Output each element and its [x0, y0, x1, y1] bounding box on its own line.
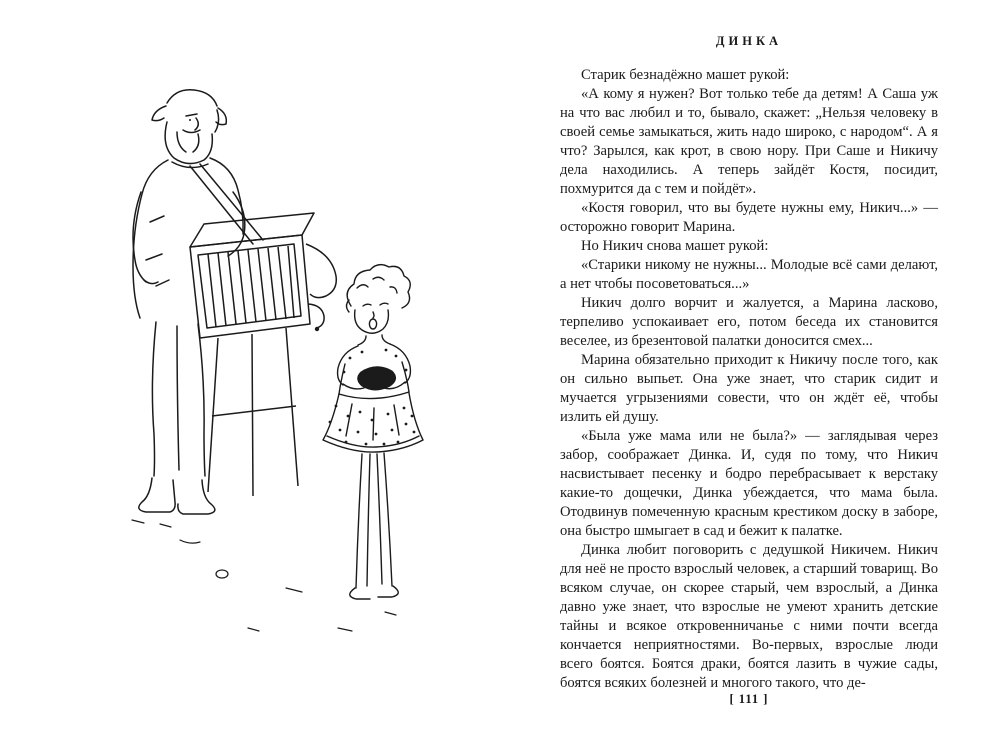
paragraph: Динка любит поговорить с дедушкой Никичем. Никич для неё не просто взрослый человек, а старший товарищ. Во всяком случае, он скорее старый, чем взрослый, а Динка давно уже знает, что взрослые не умеют хранить детские тайны и всякое откровенничанье с ними почти всегда кончается неприятностями. Во-первых, взрослые люди всего боятся. Боятся драки, боятся лазить в чужие сады, боятся всяких болезней и многого такого, что де-	[560, 542, 938, 691]
paragraph: «Костя говорил, что вы будете нужны ему, Никич...» — осторожно говорит Марина.	[560, 200, 938, 235]
left-page	[0, 0, 500, 751]
right-page	[500, 0, 1001, 751]
running-head: ДИНКА	[715, 34, 783, 48]
paragraph: Никич долго ворчит и жалуется, а Марина ласково, терпеливо успокаивает его, потом беседа их становится веселее, из брезентовой палатки доносится смех...	[560, 295, 938, 349]
paragraph: «Старики никому не нужны... Молодые всё сами делают, а нет чтобы посоветоваться...»	[560, 257, 938, 292]
singing-girl-figure	[323, 265, 423, 599]
page-text	[560, 66, 938, 693]
barrel-organ	[190, 213, 336, 496]
paragraph: Марина обязательно приходит к Никичу после того, как он сильно выпьет. Она уже знает, что старик сидит и мучается угрызениями совести, что он ждёт её, чтобы излить ей душу.	[560, 352, 938, 425]
paragraph: Но Никич снова машет рукой:	[581, 238, 769, 254]
paragraph: Старик безнадёжно машет рукой:	[581, 67, 790, 83]
page-number: [ 111 ]	[729, 692, 769, 706]
paragraph: «А кому я нужен? Вот только тебе да детям! А Саша уж на что вас любил и то, бывало, скажет: „Нельзя человеку в своей семье замыкаться, жить надо широко, с народом“. А я что? Зарылся, как крот, в свою нору. При Саше и Никичу дела находились. А теперь зайдёт Костя, посидит, похмурится да с тем и пойдёт».	[560, 86, 938, 197]
paragraph: «Была уже мама или не была?» — заглядывая через забор, соображает Динка. И, судя по тому, что Никич насвистывает песенку и бодро перебрасывает к верстаку какие-то дощечки, Динка убеждается, что мама была. Отодвинув помеченную красным крестиком доску в заборе, она быстро шмыгает в сад и бежит к палатке.	[560, 428, 938, 539]
organ-grinder-and-girl-illustration	[40, 72, 480, 672]
cap-in-hands	[358, 367, 396, 390]
